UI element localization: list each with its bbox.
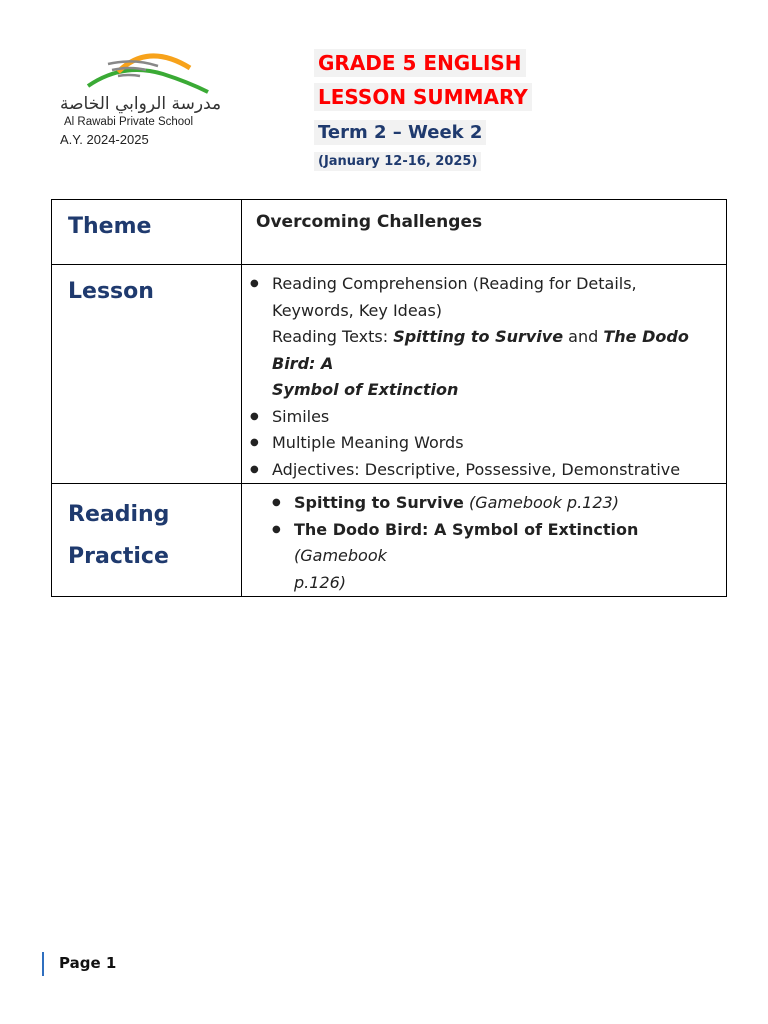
table-row (52, 265, 727, 484)
reading-list (272, 490, 718, 596)
footer-divider (42, 952, 44, 976)
term-week: Term 2 – Week 2 (314, 120, 486, 145)
reading-text-title: The Dodo Bird: A (272, 327, 689, 373)
gamebook-reference: (Gamebook (294, 546, 387, 565)
list-item (250, 271, 718, 404)
table-row (52, 200, 727, 265)
reading-label-line: Reading (68, 502, 170, 527)
reading-texts-prefix: Reading Texts: (272, 327, 394, 346)
date-range: (January 12-16, 2025) (314, 152, 481, 171)
reading-text-title: Spitting to Survive (393, 327, 564, 346)
reading-practice-label (52, 484, 242, 597)
list-item (272, 490, 718, 517)
theme-label: Theme (52, 200, 242, 265)
reading-label-line: Practice (68, 544, 169, 569)
list-item: ● Similes (250, 404, 718, 431)
theme-value: Overcoming Challenges (242, 200, 727, 265)
reading-text-title: Symbol of Extinction (272, 380, 459, 399)
list-item: ● Multiple Meaning Words (250, 430, 718, 457)
list-item (272, 517, 718, 597)
reading-title: Spitting to Survive (294, 493, 464, 512)
reading-practice-content (242, 484, 727, 597)
table-row (52, 484, 727, 597)
summary-table (51, 199, 727, 597)
school-name-english: Al Rawabi Private School (64, 116, 194, 128)
gamebook-reference: (Gamebook p.123) (463, 493, 619, 512)
lesson-list (250, 271, 718, 483)
school-logo (58, 44, 228, 154)
school-name-arabic: مدرسة الروابي الخاصة (60, 94, 222, 114)
conjunction: and (563, 327, 604, 346)
lesson-content (242, 265, 727, 484)
title-line-2: LESSON SUMMARY (314, 83, 532, 111)
lesson-item-text: ● Reading Comprehension (Reading for Details, (272, 274, 637, 293)
list-item: ● Adjectives: Descriptive, Possessive, Demonstrative (250, 457, 718, 484)
page-number: Page 1 (59, 954, 117, 972)
title-line-1: GRADE 5 ENGLISH (314, 49, 526, 77)
reading-texts-line (272, 324, 718, 377)
lesson-label: Lesson (52, 265, 242, 484)
logo-graphic-icon (78, 44, 228, 99)
academic-year: A.Y. 2024-2025 (60, 132, 149, 147)
reading-title: The Dodo Bird: A Symbol of Extinction (294, 519, 639, 539)
lesson-item-text: Keywords, Key Ideas) (272, 300, 443, 320)
gamebook-reference: p.126) (294, 572, 347, 592)
